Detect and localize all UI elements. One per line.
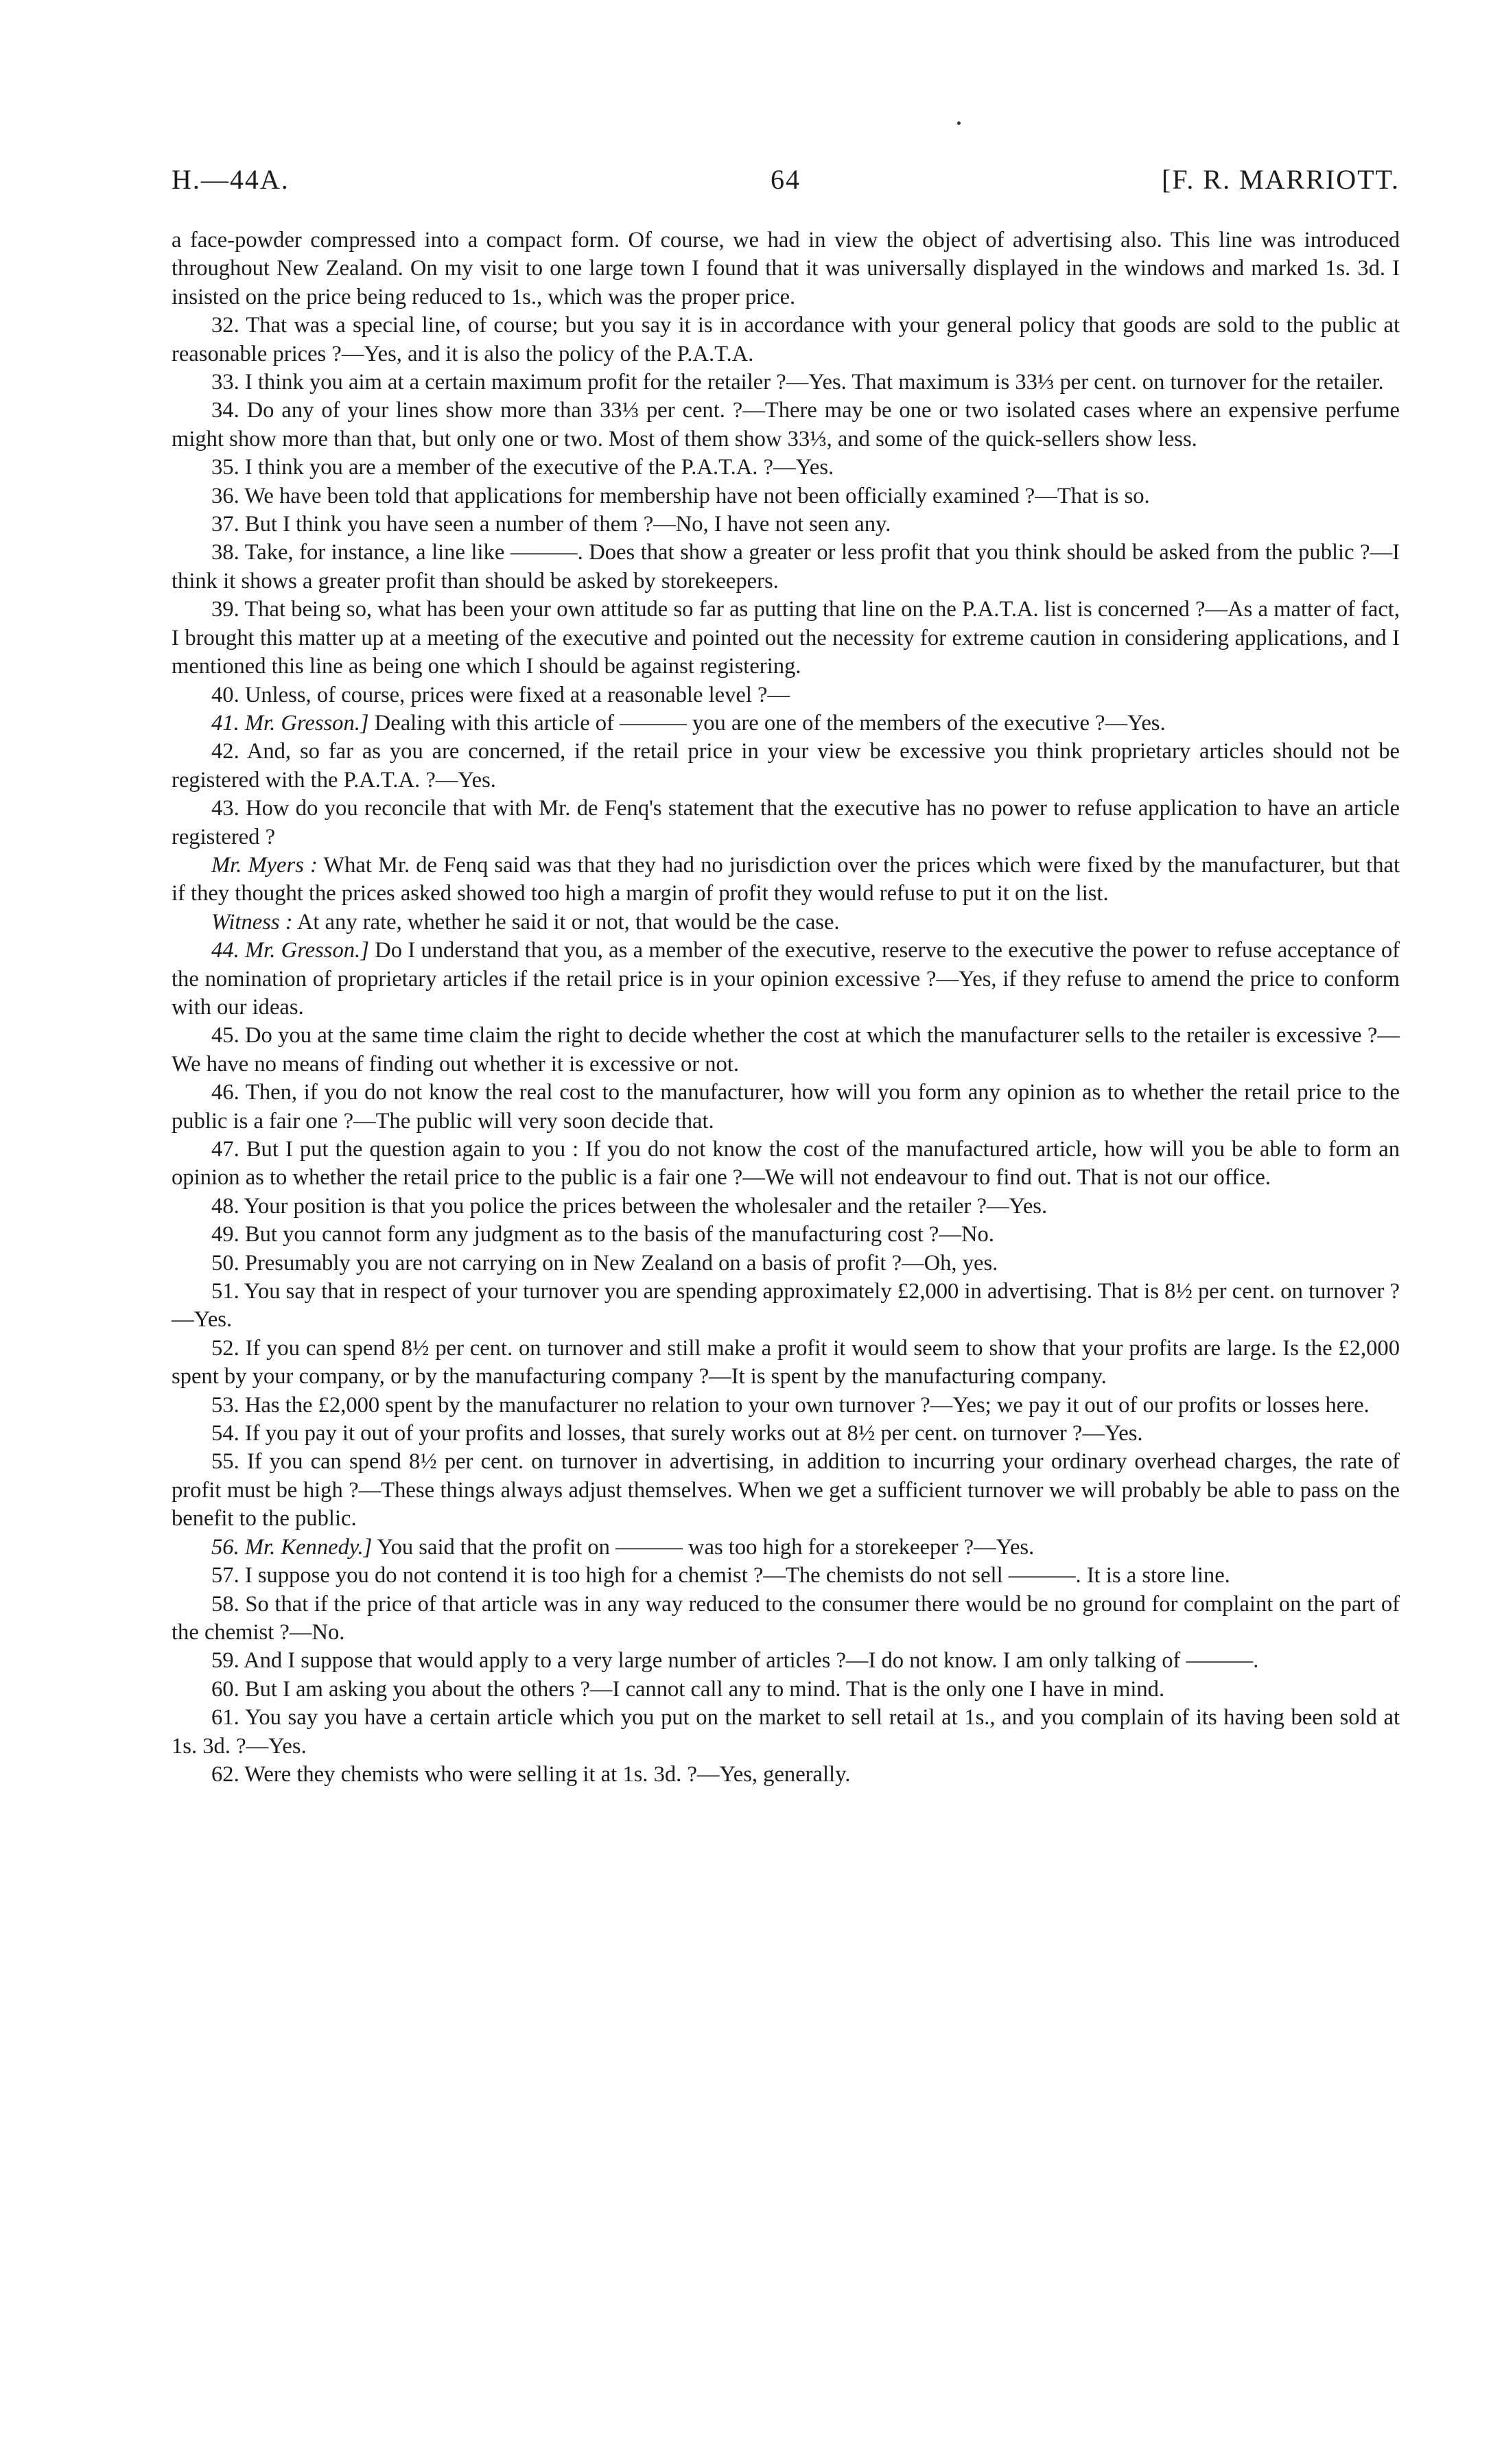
paragraph-text: 35. I think you are a member of the executive of the P.A.T.A. ?—Yes. (211, 455, 834, 480)
paragraph-text: 49. But you cannot form any judgment as to the basis of the manufacturing cost ?—No. (211, 1222, 994, 1247)
page-number: 64 (771, 164, 801, 195)
page-header (172, 163, 1400, 204)
paragraph-text: 59. And I suppose that would apply to a very large number of articles ?—I do not know. I am only talking of ———. (211, 1648, 1259, 1674)
speaker-label: 41. Mr. Gresson.] (211, 710, 369, 736)
paragraph (172, 1562, 1400, 1590)
paragraph-text: 61. You say you have a certain article which you put on the market to sell retail at 1s., and you complain of its having been sold at 1s. 3d. ?—Yes. (172, 1705, 1400, 1759)
paragraph-text: 46. Then, if you do not know the real cost to the manufacturer, how will you form any opinion as to whether the retail price to the public is a fair one ?—The public will very soon decide that. (172, 1080, 1400, 1134)
paragraph (172, 1647, 1400, 1675)
paragraph-text: 33. I think you aim at a certain maximum profit for the retailer ?—Yes. That maximum is 33⅓ per cent. on turnover for the retailer. (211, 370, 1384, 395)
paragraph (172, 1249, 1400, 1278)
paragraph (172, 1193, 1400, 1221)
paragraph-text: 58. So that if the price of that article was in any way reduced to the consumer there would be no ground for complaint on the part of the chemist ?—No. (172, 1591, 1400, 1645)
paragraph-text: 52. If you can spend 8½ per cent. on turnover and still make a profit it would seem to show that your profits are large. Is the £2,000 spent by your company, or by the manufacturing company ?—It is spent by the manufacturing company. (172, 1335, 1400, 1389)
paragraph-text: 60. But I am asking you about the others ?—I cannot call any to mind. That is the only one I have in mind. (211, 1676, 1165, 1702)
paper-reference: H.—44A. (172, 164, 290, 195)
paragraph (172, 795, 1400, 852)
paragraph (172, 709, 1400, 738)
paragraph-text: 34. Do any of your lines show more than 33⅓ per cent. ?—There may be one or two isolated cases where an expensive perfume might show more than that, but only one or two. Most of them show 33⅓, and some of the quick-sellers show less. (172, 398, 1400, 451)
paragraph-text: 45. Do you at the same time claim the right to decide whether the cost at which the manufacturer sells to the retailer is excessive ?—We have no means of finding out whether it is excessive or not. (172, 1023, 1400, 1077)
paragraph (172, 681, 1400, 709)
speaker-label: Witness : (211, 909, 293, 935)
paragraph (172, 482, 1400, 511)
paragraph-text: You said that the profit on ——— was too high for a storekeeper ?—Yes. (377, 1534, 1035, 1560)
paragraph-text: a face-powder compressed into a compact form. Of course, we had in view the object of advertising also. This line was introduced throughout New Zealand. On my visit to one large town I found that it was universally displayed in the windows and marked 1s. 3d. I insisted on the price being reduced to 1s., which was the proper price. (172, 228, 1400, 309)
witness-name: [F. R. MARRIOTT. (1162, 164, 1400, 195)
paragraph (172, 1392, 1400, 1420)
document-body (172, 226, 1400, 1789)
paragraph (172, 1335, 1400, 1392)
paragraph (172, 312, 1400, 368)
paragraph (172, 1761, 1400, 1789)
paragraph (172, 1676, 1400, 1704)
paragraph (172, 539, 1400, 596)
paragraph (172, 511, 1400, 539)
paragraph (172, 1420, 1400, 1448)
speaker-label: Mr. Myers : (211, 852, 318, 878)
paragraph (172, 1136, 1400, 1193)
paragraph-text: 53. Has the £2,000 spent by the manufacturer no relation to your own turnover ?—Yes; we pay it out of our profits or losses here. (211, 1392, 1370, 1418)
paragraph-text: 39. That being so, what has been your own attitude so far as putting that line on the P.A.T.A. list is concerned ?—As a matter of fact, I brought this matter up at a meeting of the executive and pointed out the necessity for extreme caution in considering applications, and I mentioned this line as being one which I should be against registering. (172, 597, 1400, 679)
paragraph (172, 738, 1400, 795)
paragraph-text: 62. Were they chemists who were selling it at 1s. 3d. ?—Yes, generally. (211, 1761, 851, 1787)
paragraph (172, 596, 1400, 681)
paragraph (172, 908, 1400, 937)
paragraph (172, 1591, 1400, 1647)
paragraph-text: 48. Your position is that you police the prices between the wholesaler and the retailer ?—Yes. (211, 1193, 1048, 1219)
speaker-label: 44. Mr. Gresson.] (211, 938, 369, 963)
paragraph (172, 397, 1400, 454)
paragraph-text: 43. How do you reconcile that with Mr. de Fenq's statement that the executive has no power to refuse application to have an article registered ? (172, 796, 1400, 849)
paragraph (172, 937, 1400, 1022)
paragraph-text: 54. If you pay it out of your profits and losses, that surely works out at 8½ per cent. on turnover ?—Yes. (211, 1421, 1143, 1446)
paragraph (172, 368, 1400, 397)
paragraph-text: At any rate, whether he said it or not, that would be the case. (296, 909, 840, 935)
paragraph (172, 852, 1400, 908)
paragraph-text: 51. You say that in respect of your turnover you are spending approximately £2,000 in advertising. That is 8½ per cent. on turnover ?—Yes. (172, 1279, 1400, 1333)
paragraph (172, 1079, 1400, 1136)
paragraph (172, 1278, 1400, 1335)
paragraph-text: 36. We have been told that applications for membership have not been officially examined ?—That is so. (211, 483, 1150, 508)
paragraph (172, 1534, 1400, 1562)
paragraph (172, 454, 1400, 482)
paragraph-text: 57. I suppose you do not contend it is too high for a chemist ?—The chemists do not sell ———. It is a store line. (211, 1563, 1230, 1588)
paragraph-text: Dealing with this article of ——— you are one of the members of the executive ?—Yes. (374, 710, 1166, 736)
paragraph (172, 1022, 1400, 1079)
paragraph-text: 55. If you can spend 8½ per cent. on turnover in advertising, in addition to incurring your ordinary overhead charges, the rate of profit must be high ?—These things always adjust themselves. When we get a sufficient turnover we will probably be able to pass on the benefit to the public. (172, 1449, 1400, 1532)
speaker-label: 56. Mr. Kennedy.] (211, 1534, 373, 1560)
paragraph-text: 32. That was a special line, of course; but you say it is in accordance with your general policy that goods are sold to the public at reasonable prices ?—Yes, and it is also the policy of the P.A.T.A. (172, 313, 1400, 366)
paragraph-text: 42. And, so far as you are concerned, if the retail price in your view be excessive you think proprietary articles should not be registered with the P.A.T.A. ?—Yes. (172, 739, 1400, 793)
paragraph (172, 1221, 1400, 1249)
paragraph (172, 1448, 1400, 1533)
paragraph-text: What Mr. de Fenq said was that they had no jurisdiction over the prices which were fixed by the manufacturer, but that if they thought the prices asked showed too high a margin of profit they would refuse to put it on the list. (172, 852, 1400, 906)
print-speck (957, 121, 961, 125)
paragraph-text: Do I understand that you, as a member of the executive, reserve to the executive the power to refuse acceptance of the nomination of proprietary articles if the retail price is in your opinion excessive ?—Yes, if they refuse to amend the price to conform with our ideas. (172, 938, 1400, 1020)
paragraph (172, 1704, 1400, 1761)
paragraph-text: 37. But I think you have seen a number of them ?—No, I have not seen any. (211, 512, 891, 537)
paragraph-text: 47. But I put the question again to you : If you do not know the cost of the manufactured article, how will you be able to form an opinion as to whether the retail price to the public is a fair one ?—We will not endeavour to find out. That is not our office. (172, 1137, 1400, 1190)
paragraph-text: 40. Unless, of course, prices were fixed at a reasonable level ?— (211, 682, 790, 707)
paragraph-text: 38. Take, for instance, a line like ———. Does that show a greater or less profit that you think should be asked from the public ?—I think it shows a greater profit than should be asked by storekeepers. (172, 540, 1400, 594)
paragraph (172, 226, 1400, 312)
paragraph-text: 50. Presumably you are not carrying on in New Zealand on a basis of profit ?—Oh, yes. (211, 1250, 998, 1276)
